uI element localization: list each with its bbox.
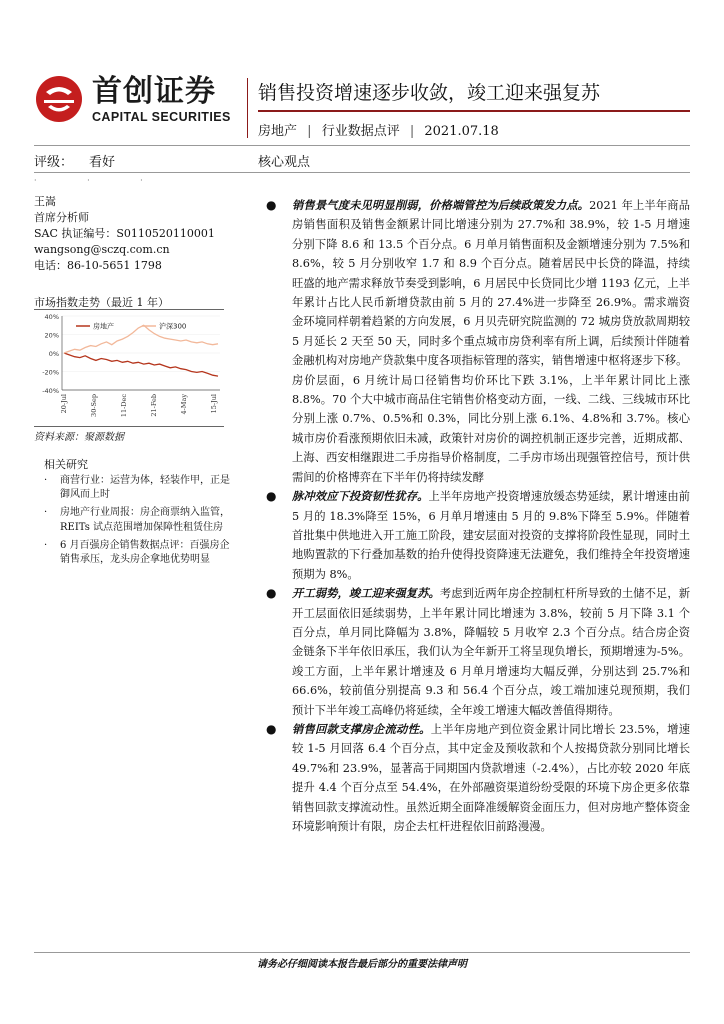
bullet-icon: · [44, 507, 48, 519]
core-views-heading: 核心观点 [258, 155, 311, 170]
legend-label: 房地产 [93, 322, 114, 331]
chart-title: 市场指数走势（最近 1 年） [34, 296, 169, 309]
chart-bottom-rule [34, 426, 224, 427]
title-underline [258, 110, 690, 112]
x-tick-label: 11-Dec [120, 394, 128, 418]
y-tick-label: 0% [48, 350, 59, 358]
bullet-icon: ● [266, 721, 277, 736]
x-tick-label: 20-Jul [60, 394, 68, 414]
paragraph-text: 考虑到近两年房企控制杠杆所导致的土储不足，新开工层面依旧延续弱势，上半年累计同比增速为 3.8%，较前 5 月下降 3.1 个百分点，单月同比降幅为 3.8%，降幅较 5 月收窄 2.3 个百分点。结合房企资金链条下半年依旧承压，我们认为全年新开工将呈现负增长，预期增速为-5%。竣工方面，上半年累计增速及 6 月单月增速均大幅反弹，分别达到 25.7%和 66.6%，较前值分别提高 9.3 和 56.4 个百分点，竣工端加速兑现预期，我们预计下半年竣工高峰仍将延续，全年竣工增速大幅改善值得期待。 [292, 587, 690, 717]
company-logo [34, 74, 234, 124]
y-tick-label: 20% [44, 331, 59, 340]
logo-text-en: CAPITAL SECURITIES [92, 110, 231, 124]
report-type: 行业数据点评 [321, 124, 400, 139]
x-tick-label: 21-Feb [150, 394, 158, 417]
chart-source: 资料来源：聚源数据 [34, 432, 124, 443]
x-tick-label: 30-Sep [90, 394, 98, 417]
logo-text-cn: 首创证券 [92, 74, 216, 109]
related-item-text: 商营行业：运营为体，轻装作甲，正是御风而上时 [60, 475, 230, 501]
divider-line [34, 145, 690, 146]
series-line-real-estate [64, 353, 218, 376]
legend-label: 沪深300 [159, 322, 187, 331]
meta-separator: | [409, 124, 415, 139]
chart-top-rule [34, 309, 224, 310]
paragraph [266, 487, 690, 584]
related-item[interactable] [34, 474, 234, 502]
paragraph-text: 2021 年上半年商品房销售面积及销售金额累计同比增速分别为 27.7%和 38.9%，较 1-5 月增速分别下降 8.6 和 13.5 个百分点。6 月单月销售面积及金额增速分别为 7.5%和 8.6%，较 5 月分别收窄 1.7 和 8.9 个百分点。随着居民中长贷的降温，持续旺盛的地产需求释放节奏受到影响，6 月居民中长贷同比少增 1193 亿元，上半年累计占比人民币新增贷款由前 5 月的 27.4%进一步降至 26.9%。需求端资金环境同样朝着趋紧的方向发展，6 月贝壳研究院监测的 72 城房贷放款周期较 5 月延长 2 天至 50 天，同时多个重点城市房贷利率有所上调，后续预计伴随着金融机构对房地产贷款集中度各项指标管理的落实，销售增速中枢将逐步下移。 [292, 199, 690, 368]
paragraph [266, 196, 690, 487]
dotted-separator: · · · [34, 176, 167, 185]
bullet-icon: ● [266, 198, 277, 212]
paragraph-extra: 房价层面，6 月统计局口径销售均价环比下跌 3.1%，上半年累计同比上涨 8.8%。70 个大中城市商品住宅销售价格变动方面，一线、二线、三线城市环比分别上涨 0.7%、0.5%和 0.3%，同比分别上涨 6.1%、4.8%和 3.7%。核心城市房价看涨预期依旧未减，政策针对房价的调控机制正逐步完善，近期成都、上海、西安相继跟进二手房指导价格制度，二手房市场出现强管控信号，预计供需间的价格博弈在下半年仍将持续发酵 [292, 373, 690, 484]
logo-mark-icon [34, 74, 84, 124]
paragraph-lead: 销售回款支撑房企流动性。 [292, 721, 431, 736]
report-meta [258, 120, 499, 139]
report-title: 销售投资增速逐步收敛，竣工迎来强复苏 [258, 82, 601, 104]
analyst-name: 王嵩 [34, 195, 56, 208]
related-research-heading: 相关研究 [44, 458, 88, 471]
related-item[interactable] [34, 506, 234, 534]
bullet-icon: ● [266, 586, 277, 601]
rating-label: 评级： [34, 155, 74, 170]
paragraph-lead: 脉冲效应下投资韧性犹存。 [292, 489, 429, 504]
y-tick-label: -20% [42, 368, 59, 377]
related-research-list [34, 474, 234, 571]
report-date: 2021.07.18 [424, 124, 499, 139]
paragraph [266, 720, 690, 836]
analyst-info [34, 194, 215, 274]
divider-line [34, 172, 690, 173]
market-index-chart [34, 312, 226, 424]
analyst-role: 首席分析师 [34, 211, 89, 224]
paragraph-lead: 开工弱势，竣工迎来强复苏。 [292, 586, 440, 601]
core-views-body [266, 196, 690, 836]
analyst-phone: 电话：86-10-5651 1798 [34, 259, 162, 272]
y-tick-label: 40% [44, 313, 59, 321]
footer-disclaimer: 请务必仔细阅读本报告最后部分的重要法律声明 [257, 959, 467, 970]
sector-label: 房地产 [258, 124, 298, 139]
x-tick-label: 4-May [180, 394, 188, 415]
related-item-text: 房地产行业周报：房企商票纳入监管，REITs 试点范围增加保障性租赁住房 [60, 507, 230, 533]
meta-separator: | [307, 124, 312, 139]
related-item-text: 6 月百强房企销售数据点评：百强房企销售承压，龙头房企拿地优势明显 [60, 539, 230, 566]
analyst-sac: SAC 执证编号：S0110520110001 [34, 227, 215, 240]
bullet-icon: ● [266, 489, 277, 504]
paragraph-text: 上半年房地产投资增速放缓态势延续，累计增速由前 5 月的 18.3%降至 15%，6 月单月增速由 5 月的 9.8%下降至 5.9%。伴随着首批集中供地进入开工施工阶段，建安层面对投资的支撑将阶段性显现，同时土地购置款的下行叠加基数的抬升使得投资降速无法避免，我们维持全年投资增速预期为 8%。 [292, 490, 690, 581]
rating-value: 看好 [89, 155, 116, 170]
header-divider [247, 78, 248, 138]
series-line-csi300 [64, 325, 218, 353]
paragraph [266, 584, 690, 720]
x-tick-label: 15-Jul [210, 394, 218, 414]
related-item[interactable] [34, 539, 234, 567]
bullet-icon: · [44, 539, 48, 551]
analyst-email[interactable]: wangsong@sczq.com.cn [34, 243, 170, 256]
bullet-icon: · [44, 475, 48, 486]
paragraph-text: 上半年房地产到位资金累计同比增长 23.5%，增速较 1-5 月回落 6.4 个百分点，其中定金及预收款和个人按揭贷款分别同比增长 49.7%和 23.9%，显著高于同期国内贷款增速（-2.4%），占比亦较 2020 年底提升 4.4 个百分点至 54.4%，在外部融资渠道纷纷受限的环境下房企更多依靠销售回款支撑流动性。虽然近期全面降准缓解资金面压力，但对房地产整体资金环境影响预计有限，房企去杠杆进程依旧前路漫漫。 [292, 722, 690, 833]
paragraph-lead: 销售景气度未见明显削弱，价格端管控为后续政策发力点。 [292, 198, 590, 212]
footer-rule [34, 952, 690, 953]
y-tick-label: -40% [42, 387, 59, 395]
